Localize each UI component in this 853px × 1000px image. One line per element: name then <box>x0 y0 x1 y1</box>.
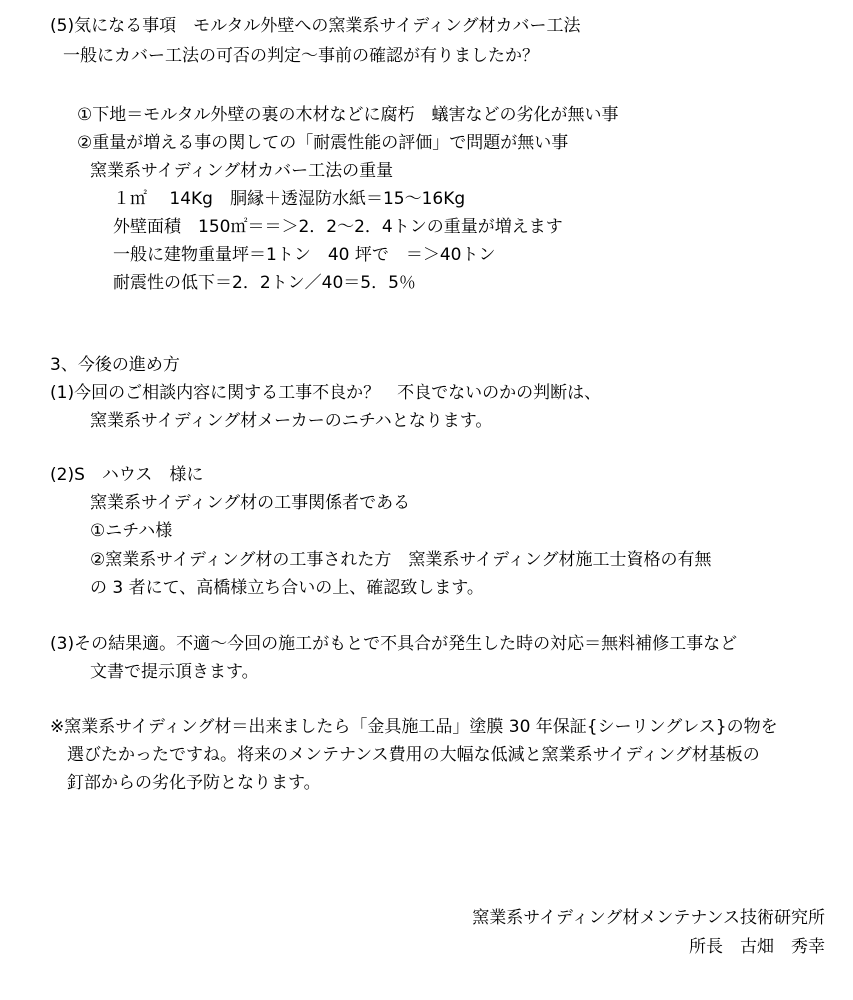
signature-organization: 窯業系サイディング材メンテナンス技術研究所 <box>472 908 825 928</box>
section3-item1-cont: 窯業系サイディング材メーカーのニチハとなります。 <box>90 411 493 431</box>
building-weight: 一般に建物重量坪＝1トン 40 坪で ＝＞40トン <box>113 245 496 265</box>
seismic-drop: 耐震性の低下＝2．2トン／40＝5．5％ <box>113 273 416 293</box>
wall-area: 外壁面積 150㎡＝＝＞2．2～2．4トンの重量が増えます <box>113 217 563 237</box>
section3-item3: (3)その結果適。不適～今回の施工がもとで不具合が発生した時の対応＝無料補修工事など <box>50 634 738 654</box>
note-line3: 釘部からの劣化予防となります。 <box>67 773 321 793</box>
section5-heading: (5)気になる事項 モルタル外壁への窯業系サイディング材カバー工法 <box>50 16 581 36</box>
weight-title: 窯業系サイディング材カバー工法の重量 <box>90 161 394 181</box>
section5-item2: ②重量が増える事の関しての「耐震性能の評価」で問題が無い事 <box>77 133 569 153</box>
note-line1: ※窯業系サイディング材＝出来ましたら「金具施工品」塗膜 30 年保証{シーリングレス}の物を <box>50 717 778 737</box>
section3-item3-cont: 文書で提示頂きます。 <box>90 662 259 682</box>
section3-item1: (1)今回のご相談内容に関する工事不良か？ 不良でないのかの判断は、 <box>50 383 602 403</box>
signature-person: 所長 古畑 秀幸 <box>689 937 825 957</box>
note-line2: 選びたかったですね。将来のメンテナンス費用の大幅な低減と窯業系サイディング材基板の <box>67 745 760 765</box>
section5-item1: ①下地＝モルタル外壁の裏の木材などに腐朽 蟻害などの劣化が無い事 <box>77 105 619 125</box>
section3-item2-line3: ②窯業系サイディング材の工事された方 窯業系サイディング材施工士資格の有無 <box>90 550 712 570</box>
section3-heading: 3、今後の進め方 <box>50 355 180 375</box>
section5-question: 一般にカバー工法の可否の判定～事前の確認が有りましたか？ <box>63 46 539 66</box>
section3-item2-line4: の 3 者にて、高橋様立ち合いの上、確認致します。 <box>90 578 484 598</box>
weight-per-m2: １㎡ 14Kg 胴縁＋透湿防水紙＝15～16Kg <box>113 189 466 209</box>
section3-item2-line1: 窯業系サイディング材の工事関係者である <box>90 493 411 513</box>
section3-item2-line2: ①ニチハ様 <box>90 521 173 541</box>
section3-item2: (2)S ハウス 様に <box>50 465 204 485</box>
